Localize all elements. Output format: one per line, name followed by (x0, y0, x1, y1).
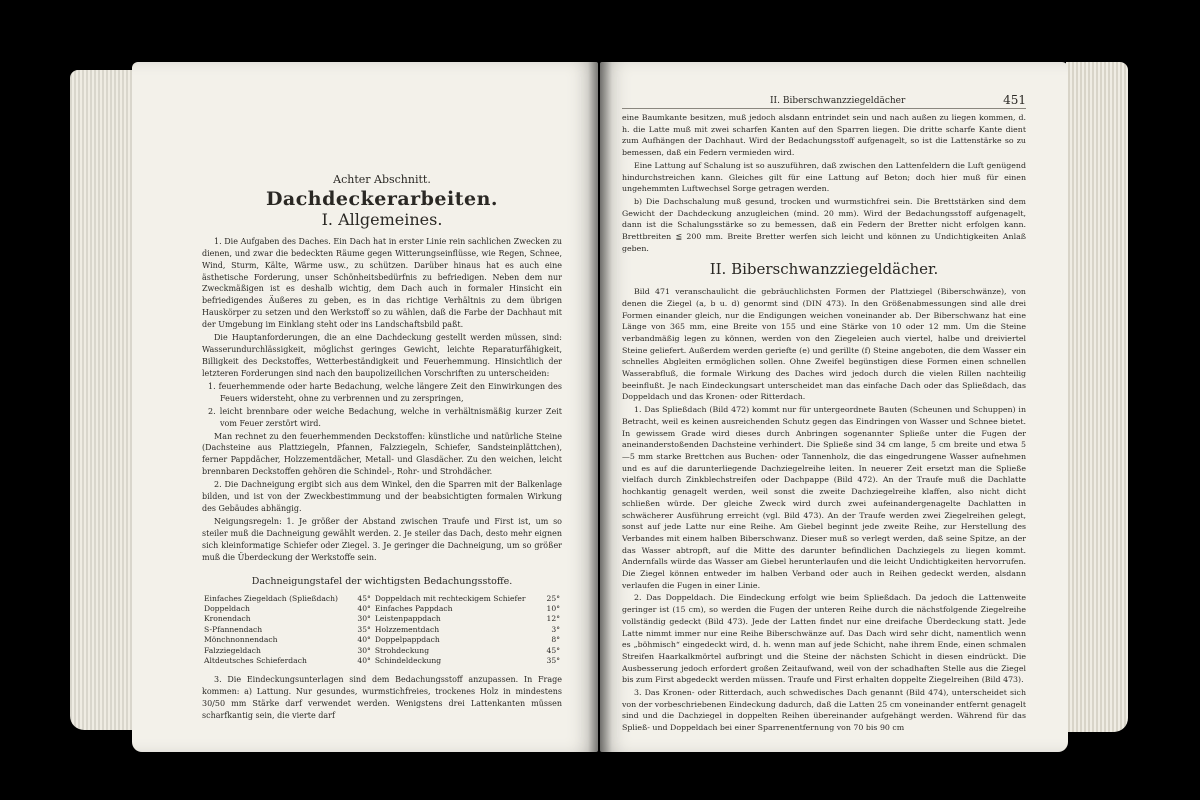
left-page (132, 62, 598, 752)
roof-pitch-table (202, 594, 562, 667)
book-spine (588, 62, 612, 752)
paragraph: b) Die Dachschalung muß gesund, trocken und wurmstichfrei sein. Die Brettstärken sind dem Gewicht der Dachdeckung anzugleichen (mind. 20 mm). Wird der Bedachungsstoff aufgenagelt, dann ist die Schalungsstärke so zu bemessen, daß ein Federn der Bretter nicht erfolgen kann. Brettbreiten ≦ 200 mm. Breite Bretter werfen sich leicht und können zu Undichtigkeiten Anlaß geben. (622, 196, 1026, 253)
table-cell: Kronendach (204, 614, 251, 624)
chapter-title: Dachdeckerarbeiten. (265, 187, 499, 210)
table-cell: 8° (551, 635, 560, 645)
running-title: II. Biberschwanzziegeldächer (770, 96, 906, 106)
table-cell: 35° (357, 624, 371, 634)
table-cell: 30° (357, 645, 371, 655)
table-cell: Doppelpappdach (374, 635, 440, 645)
table-cell: Mönchnonnendach (204, 635, 278, 645)
table-cell: Doppeldach (204, 603, 250, 613)
section-label: Achter Abschnitt. (333, 173, 431, 186)
table-row (202, 625, 562, 635)
table-row (202, 614, 562, 624)
table-row (202, 656, 562, 666)
paragraph: Neigungsregeln: 1. Je größer der Abstand zwischen Traufe und First ist, um so steiler muß die Dachneigung gewählt werden. 2. Je steiler das Dach, desto mehr eignen sich kleinformatige Schiefer oder Ziegel. 3. Je geringer die Dachneigung, um so größer muß die Überdeckung der Werkstoffe sein. (202, 516, 562, 562)
table-cell: 10° (546, 603, 560, 613)
paragraph: Die Hauptanforderungen, die an eine Dachdeckung gestellt werden müssen, sind: Wasserundurchlässigkeit, möglichst geringes Gewicht, leichte Reparaturfähigkeit, Billigkeit des Deckstoffes, Wetterbeständigkeit und Feuerhemmung. Hinsichtlich der letzteren Forderungen sind nach den baupolizeilichen Vorschriften zu unterscheiden: (202, 333, 562, 378)
paragraph: 3. Das Kronen- oder Ritterdach, auch schwedisches Dach genannt (Bild 474), unterscheidet sich von der vorbeschriebenen Eindeckung dadurch, daß die Latten 25 cm voneinander entfernt genagelt sind und die Dachziegel in doppelten Reihen übereinander aufgehängt werden. Während für das Spließ- und Doppeldach bei einer Sparrenentfernung von 70 bis 90 cm (622, 688, 1026, 733)
table-cell: S-Pfannendach (204, 624, 263, 634)
table-cell: Einfaches Pappdach (374, 603, 453, 613)
left-page-content (202, 174, 562, 723)
table-cell: Einfaches Ziegeldach (Spließdach) (204, 593, 339, 603)
table-cell: 35° (546, 656, 560, 666)
table-row (202, 594, 562, 604)
paragraph: Bild 471 veranschaulicht die gebräuchlichsten Formen der Plattziegel (Biberschwänze), von denen die Ziegel (a, b u. d) genormt sind (DIN 473). In den Größenabmessungen sind alle drei Formen einander gleich, nur die Endigungen weichen voneinander ab. Der Biberschwanz hat eine Länge von 365 mm, eine Breite von 155 und eine Stärke von 10 oder 12 mm. Um die Steine verbandmäßig legen zu können, werden von den Ziegeleien auch viertel, halbe und dreiviertel Steine geliefert. Außerdem werden geriefte (e) und gerillte (f) Steine angeboten, die dem Wasser ein schnelles Abgleiten ermöglichen sollen. Ohne Zweifel begünstigen diese Formen einen schnellen Wasserabfluß, die formale Wirkung des Daches wird jedoch durch die vielen Rillen nachteilig beeinflußt. Je nach Eindeckungsart unterscheidet man das einfache Dach oder das Spließdach, das Doppeldach und das Kronen- oder Ritterdach. (622, 287, 1026, 402)
table-title: Dachneigungstafel der wichtigsten Bedachungsstoffe. (251, 575, 513, 587)
table-cell: Strohdeckung (374, 645, 430, 655)
list-item: 1. feuerhemmende oder harte Bedachung, welche längere Zeit den Einwirkungen des Feuers widersteht, ohne zu verbrennen und zu zerspringen, (208, 381, 562, 403)
table-cell: 25° (546, 593, 560, 603)
paragraph: 3. Die Eindeckungsunterlagen sind dem Bedachungsstoff anzupassen. In Frage kommen: a) Lattung. Nur gesundes, wurmstichfreies, trockenes Holz in mindestens 30/50 mm Stärke darf verwendet werden. Wenigstens drei Lattenkanten müssen scharfkantig sein, die vierte darf (202, 675, 562, 721)
table-cell: 40° (357, 656, 371, 666)
table-cell: 12° (546, 614, 560, 624)
table-cell: Doppeldach mit rechteckigem Schiefer (374, 593, 526, 603)
table-row (202, 604, 562, 614)
paragraph: eine Baumkante besitzen, muß jedoch alsdann entrindet sein und nach außen zu liegen kommen, d. h. die Latte muß mit zwei scharfen Kanten auf den Sparren liegen. Die dritte scharfe Kante dient zum Aufhängen der Dachhaut. Wird der Bedachungsstoff aufgenagelt, so ist die Lattenstärke so zu bemessen, daß ein Federn vermieden wird. (622, 113, 1026, 158)
table-cell: 45° (546, 645, 560, 655)
paragraph: 1. Die Aufgaben des Daches. Ein Dach hat in erster Linie rein sachlichen Zwecken zu dienen, und zwar die bedeckten Räume gegen Witterungseinflüsse, wie Regen, Schnee, Wind, Sturm, Kälte, Wärme usw., zu schützen. Darüber hinaus hat es auch eine ästhetische Forderung, unser Schönheitsbedürfnis zu befriedigen. Neben dem nur Zweckmäßigen ist es deshalb wichtig, dem Dach auch in formaler Hinsicht ein befriedigendes Äußeres zu geben, es in das richtige Verhältnis zu dem übrigen Hauskörper zu setzen und den Werkstoff so zu wählen, daß die Farbe der Dachhaut mit der Umgebung im Einklang steht oder ins Landschaftsbild paßt. (202, 236, 562, 330)
table-row (202, 646, 562, 656)
list-item: 2. leicht brennbare oder weiche Bedachung, welche in verhältnismäßig kurzer Zeit vom Feuer zerstört wird. (208, 406, 562, 428)
table-cell: 3° (551, 624, 560, 634)
table-cell: Leistenpappdach (374, 614, 441, 624)
paragraph: Man rechnet zu den feuerhemmenden Deckstoffen: künstliche und natürliche Steine (Dachsteine aus Plattziegeln, Pfannen, Falzziegeln, Schiefer, Sandsteinplättchen), ferner Pappdächer, Holzzementdächer, Metall- und Glasdächer. Zu den weichen, leicht brennbaren Deckstoffen gehören die Schindel-, Rohr- und Strohdächer. (202, 431, 562, 477)
table-cell: Holzzementdach (374, 624, 440, 634)
right-page-edges (1066, 62, 1128, 732)
paragraph: 2. Die Dachneigung ergibt sich aus dem Winkel, den die Sparren mit der Balkenlage bilden, und ist von der Zweckbestimmung und der beabsichtigten formalen Wirkung des Gebäudes abhängig. (202, 480, 562, 514)
running-header (622, 93, 1026, 109)
right-page (600, 62, 1068, 752)
table-row (202, 635, 562, 645)
paragraph: 1. Das Spließdach (Bild 472) kommt nur für untergeordnete Bauten (Scheunen und Schuppen) in Betracht, weil es keinen ausreichenden Schutz gegen das Eindringen von Wasser und Schnee bietet. In gewissem Grade wird dieses durch Anbringen sogenannter Spließe unter die Fugen der aneinanderstoßenden Dachsteine verhindert. Die Spließe sind 34 cm lange, 5 cm breite und etwa 5—5 mm starke Brettchen aus Buchen- oder Tannenholz, die das eingedrungene Wasser aufnehmen und es auf die darunterliegende Dachziegelreihe leiten. In neuerer Zeit ersetzt man die Spließe vielfach durch Zinkblechstreifen oder Dachpappe (Bild 472). An der Traufe muß die Dachlatte hochkantig genagelt werden, weil sonst die zweite Dachziegelreihe klaffen, also nicht dicht schließen würde. Der gleiche Zweck wird durch zwei aufeinandergenagelte Dachlatten in schwächerer Ausführung erreicht (vgl. Bild 473). An der Traufe werden zwei Ziegelreihen gelegt, sonst auf jede Latte nur eine Reihe. Am Giebel beginnt jede zweite Reihe, zur Herstellung des Verbandes mit einem halben Biberschwanz. Dieser muß so verlegt werden, daß seine Spitze, an der das Wasser abtropft, auf die Mitte des darunter befindlichen Dachziegels zu liegen kommt. Andernfalls würde das Wasser am Giebel herunterlaufen und die leicht Undichtigkeiten hervorrufen. Die Ziegel können entweder im halben Verband oder auch in Reihen gedeckt werden, alsdann verlaufen die Fugen in einer Linie. (622, 405, 1026, 590)
left-page-edges (70, 70, 136, 730)
paragraph: Eine Lattung auf Schalung ist so auszuführen, daß zwischen den Lattenfeldern die Luft genügend hindurchstreichen kann. Gleiches gilt für eine Lattung auf Beton; doch hier muß für einen ungehemmten Luftwechsel Sorge getragen werden. (622, 160, 1026, 194)
table-cell: Falzziegeldach (204, 645, 261, 655)
chapter-subtitle: I. Allgemeines. (321, 209, 443, 229)
table-cell: 40° (357, 635, 371, 645)
paragraph: 2. Das Doppeldach. Die Eindeckung erfolgt wie beim Spließdach. Da jedoch die Lattenweite geringer ist (15 cm), so werden die Fugen der unteren Reihe durch die nächstfolgende Ziegelreihe vollständig gedeckt (Bild 473). Jede der Latten findet nur eine dreifache Überdeckung statt. Jede Latte nimmt immer nur eine Reihe Biberschwänze auf. Das Dach wird sehr dicht, namentlich wenn es „böhmisch“ eingedeckt wird, d. h. wenn man auf jede Schicht, nahe ihrem Ende, einen schmalen Streifen Haarkalkmörtel aufbringt und die Steine der nächsten Schicht in diesen eindrückt. Die Ausbesserung jedoch erfordert großen Zeitaufwand, weil von der schadhaften Stelle aus die Ziegel bis zum First abgedeckt werden müssen. Traufe und First erhalten doppelte Ziegelreihen (Bild 473). (622, 593, 1026, 685)
table-cell: 40° (357, 603, 371, 613)
section-heading: II. Biberschwanzziegeldächer. (709, 260, 939, 279)
table-cell: Schindeldeckung (374, 656, 442, 666)
table-cell: 30° (357, 614, 371, 624)
table-cell: Altdeutsches Schieferdach (204, 656, 307, 666)
right-page-content (622, 112, 1026, 735)
page-number: 451 (1003, 93, 1026, 107)
table-cell: 45° (357, 593, 371, 603)
